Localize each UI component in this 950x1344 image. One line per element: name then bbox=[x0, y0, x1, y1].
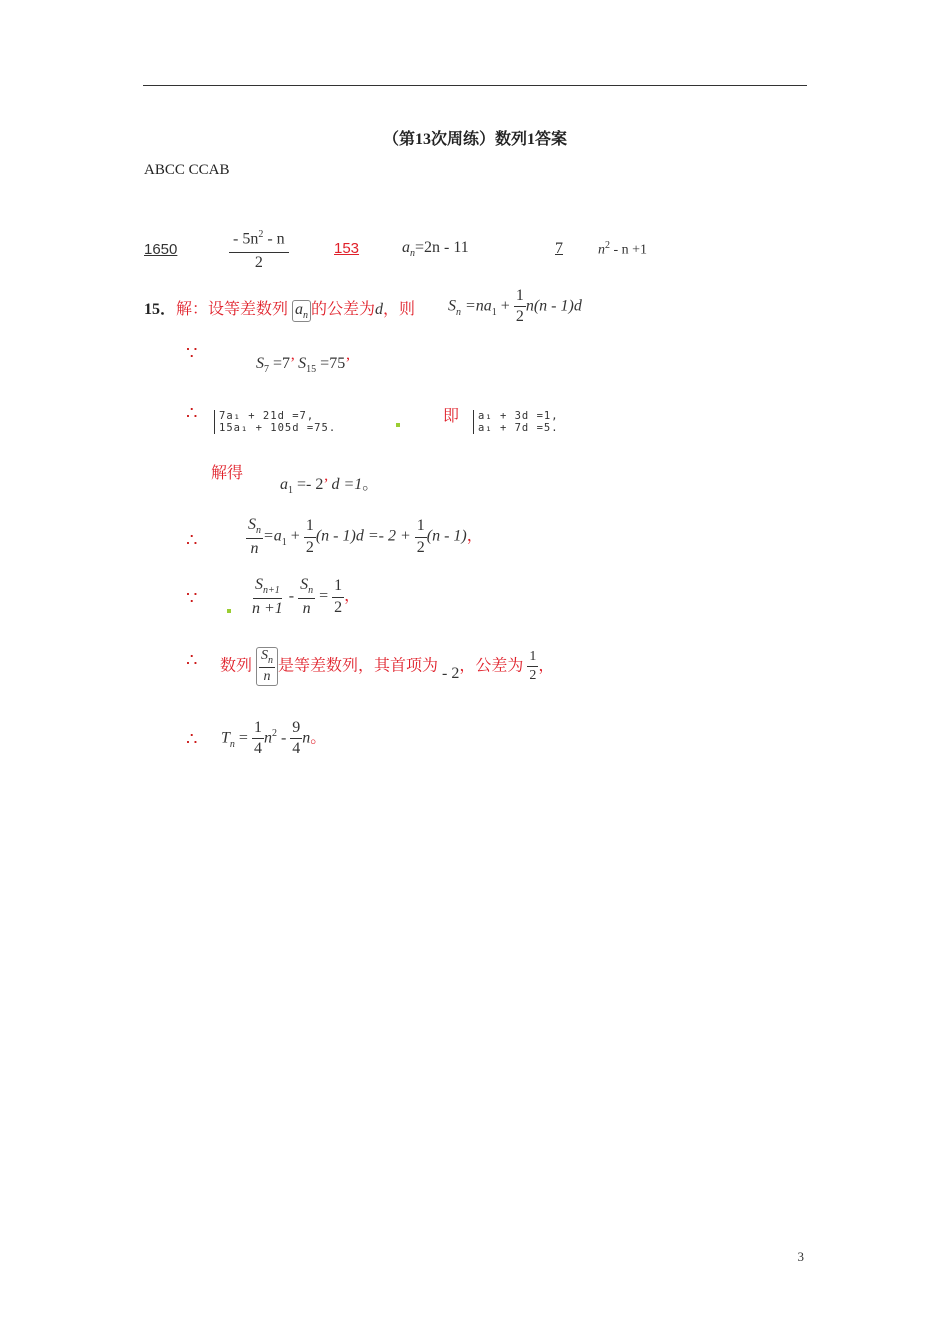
marker-dot-2 bbox=[227, 600, 231, 618]
solution-values: $a_1 =- 2$’ d =1。 bbox=[280, 476, 379, 497]
sn-over-n-equation: $\frac{S_n}{n}$ $=a_1$ + $\frac{1}{2}$ (n - 1)d =- 2 + $\frac{1}{2}$ (n - 1)， bbox=[248, 516, 483, 557]
sequence-an: $a_n$ bbox=[292, 300, 311, 322]
difference-equation: $\frac{S_{n+1}}{n +1}$ - $\frac{S_n}{n}$ = $\frac{1}{2}$ ， bbox=[252, 576, 361, 617]
jiede-text: 解得 bbox=[211, 465, 244, 482]
fill-answer-2: $\frac{- 5n^2 - n}{2}$ bbox=[229, 229, 289, 272]
equation-system-1: 7a₁ + 21d =7, 15a₁ + 105d =75. bbox=[214, 410, 336, 434]
tn-formula: $T_n$ = $\frac{1}{4}$ $n^2$ - $\frac{9}{4}$ n。 bbox=[221, 719, 327, 758]
conclusion-line: 数列 $\frac{S_n}{n}$ 是等差数列，其首项为 - 2，公差为 $\frac{1}{2}$ ， bbox=[220, 647, 554, 686]
because-symbol-2: ∵ bbox=[186, 588, 198, 608]
because-symbol: ∵ bbox=[186, 343, 198, 363]
fill-answer-5: 7 bbox=[555, 240, 563, 257]
therefore-symbol: ∴ bbox=[186, 403, 198, 423]
page-title: （第13次周练）数列1答案 bbox=[382, 131, 567, 148]
therefore-symbol-4: ∴ bbox=[186, 729, 198, 749]
sn-formula: $S_n =na_1$ + $\frac{1}{2}$ n(n - 1)d bbox=[448, 287, 582, 326]
given-sums: $S_7 =7$’ $S_{15} =75$’ bbox=[256, 355, 351, 376]
fill-answer-3: 153 bbox=[334, 240, 360, 257]
header-rule bbox=[143, 85, 807, 86]
choice-answers: ABCC CCAB bbox=[144, 162, 230, 178]
fill-answer-6: $n^2 - n +1$ bbox=[598, 240, 648, 258]
ji-text: 即 bbox=[443, 408, 460, 425]
marker-dot bbox=[396, 414, 400, 432]
therefore-symbol-2: ∴ bbox=[186, 530, 198, 550]
problem-15-intro: 15．解：设等差数列 $a_n$ 的公差为d，则 bbox=[144, 301, 416, 322]
fill-answer-4: $a_n=2n - 11$ bbox=[402, 239, 469, 260]
therefore-symbol-3: ∴ bbox=[186, 650, 198, 670]
fill-answer-1: 1650 bbox=[144, 241, 178, 258]
sn-over-n-sequence: $\frac{S_n}{n}$ bbox=[256, 647, 278, 686]
page-number: 3 bbox=[797, 1249, 804, 1264]
equation-system-2: a₁ + 3d =1, a₁ + 7d =5. bbox=[473, 410, 559, 434]
